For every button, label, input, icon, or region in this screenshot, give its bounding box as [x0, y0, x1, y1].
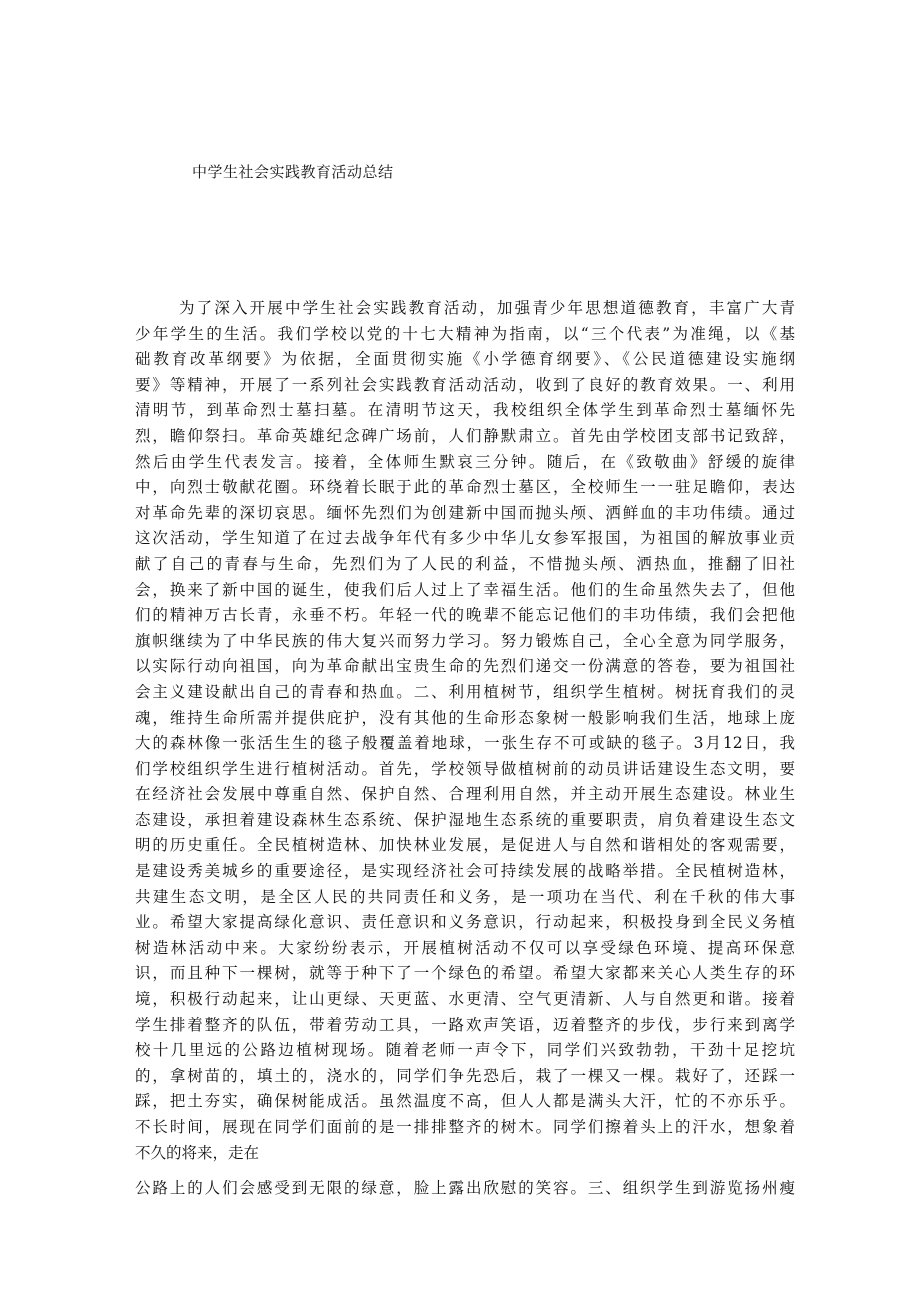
text-line: 们的精神万古长青，永垂不朽。年轻一代的晚辈不能忘记他们的丰功伟绩，我们会把他 — [135, 606, 795, 625]
text-line: 然后由学生代表发言。接着，全体师生默哀三分钟。随后，在《致敬曲》舒缓的旋律 — [135, 452, 795, 471]
text-line: 树造林活动中来。大家纷纷表示，开展植树活动不仅可以享受绿色环境、提高环保意 — [135, 938, 795, 957]
text-line: 础教育改革纲要》为依据，全面贯彻实施《小学德育纲要》、《公民道德建设实施纲 — [135, 350, 795, 369]
text-line: 境，积极行动起来，让山更绿、天更蓝、水更清、空气更清新、人与自然更和谐。接着 — [135, 990, 795, 1009]
text-line: 的，拿树苗的，填土的，浇水的，同学们争先恐后，栽了一棵又一棵。栽好了，还踩一 — [135, 1066, 795, 1085]
text-line: 业。希望大家提高绿化意识、责任意识和义务意识，行动起来，积极投身到全民义务植 — [135, 913, 795, 932]
text-line: 学生排着整齐的队伍，带着劳动工具，一路欢声笑语，迈着整齐的步伐，步行来到离学 — [135, 1015, 795, 1034]
text-line: 态建设，承担着建设森林生态系统、保护湿地生态系统的重要职责，肩负着建设生态文 — [135, 810, 795, 829]
text-line: 识，而且种下一棵树，就等于种下了一个绿色的希望。希望大家都来关心人类生存的环 — [135, 964, 795, 983]
document-title: 中学生社会实践教育活动总结 — [192, 163, 394, 181]
document-body — [135, 296, 795, 1202]
text-line: 校十几里远的公路边植树现场。随着老师一声令下，同学们兴致勃勃，干劲十足挖坑 — [135, 1041, 795, 1060]
text-line: 中，向烈士敬献花圈。环绕着长眠于此的革命烈士墓区，全校师生一一驻足瞻仰，表达 — [135, 478, 795, 497]
text-line: 公路上的人们会感受到无限的绿意，脸上露出欣慰的笑容。三、组织学生到游览扬州瘦 — [135, 1179, 795, 1198]
text-line: 旗帜继续为了中华民族的伟大复兴而努力学习。努力锻炼自己，全心全意为同学服务， — [135, 631, 795, 650]
text-line: 明的历史重任。全民植树造林、加快林业发展，是促进人与自然和谐相处的客观需要， — [135, 836, 795, 855]
text-line: 踩，把土夯实，确保树能成活。虽然温度不高，但人人都是满头大汗，忙的不亦乐乎。 — [135, 1092, 795, 1111]
text-line: 为了深入开展中学生社会实践教育活动，加强青少年思想道德教育，丰富广大青 — [179, 299, 795, 317]
text-line: 不久的将来，走在 — [135, 1143, 260, 1162]
text-line: 们学校组织学生进行植树活动。首先，学校领导做植树前的动员讲话建设生态文明，要 — [135, 759, 795, 778]
text-line: 以实际行动向祖国，向为革命献出宝贵生命的先烈们递交一份满意的答卷，要为祖国社 — [135, 657, 795, 676]
text-line: 不长时间，展现在同学们面前的是一排排整齐的树木。同学们擦着头上的汗水，想象着 — [135, 1118, 795, 1136]
text-line: 魂，维持生命所需并提供庇护，没有其他的生命形态象树一般影响我们生活，地球上庞 — [135, 708, 795, 727]
text-line: 献了自己的青春与生命，先烈们为了人民的利益，不惜抛头颅、洒热血，推翻了旧社 — [135, 554, 795, 573]
text-line: 清明节，到革命烈士墓扫墓。在清明节这天，我校组织全体学生到革命烈士墓缅怀先 — [135, 401, 795, 420]
text-line: 会，换来了新中国的诞生，使我们后人过上了幸福生活。他们的生命虽然失去了，但他 — [135, 580, 795, 599]
text-line: 在经济社会发展中尊重自然、保护自然、合理利用自然，并主动开展生态建设。林业生 — [135, 785, 795, 804]
text-line: 大的森林像一张活生生的毯子般覆盖着地球，一张生存不可或缺的毯子。3月12日，我 — [135, 734, 795, 753]
text-line: 烈，瞻仰祭扫。革命英雄纪念碑广场前，人们静默肃立。首先由学校团支部书记致辞， — [135, 426, 795, 445]
text-line: 是建设秀美城乡的重要途径，是实现经济社会可持续发展的战略举措。全民植树造林， — [135, 862, 795, 881]
text-line: 少年学生的生活。我们学校以党的十七大精神为指南，以“三个代表”为准绳，以《基 — [135, 324, 795, 343]
text-line: 共建生态文明，是全区人民的共同责任和义务，是一项功在当代、利在千秋的伟大事 — [135, 887, 795, 906]
page-break-gap — [135, 1166, 795, 1176]
text-line: 这次活动，学生知道了在过去战争年代有多少中华儿女参军报国，为祖国的解放事业贡 — [135, 529, 795, 548]
text-line: 会主义建设献出自己的青春和热血。二、利用植树节，组织学生植树。树抚育我们的灵 — [135, 682, 795, 701]
text-line: 要》等精神，开展了一系列社会实践教育活动活动，收到了良好的教育效果。一、利用 — [135, 375, 795, 394]
text-line: 对革命先辈的深切哀思。缅怀先烈们为创建新中国而抛头颅、洒鲜血的丰功伟绩。通过 — [135, 503, 795, 522]
